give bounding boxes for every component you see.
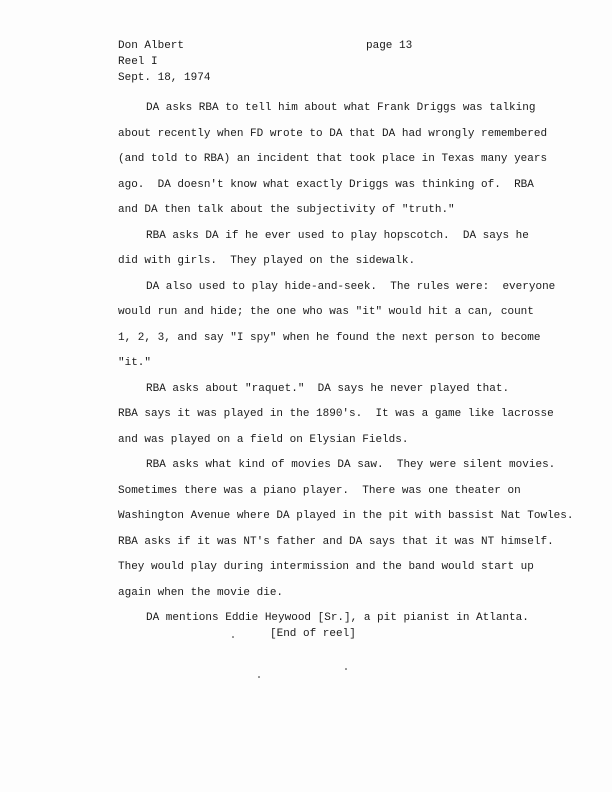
- text-line: did with girls. They played on the sidewalk.: [118, 255, 416, 267]
- header-name: Don Albert: [118, 40, 185, 52]
- header-reel: Reel I: [118, 56, 158, 68]
- page-number: page 13: [366, 40, 413, 52]
- text-line: and DA then talk about the subjectivity of "truth.": [118, 204, 455, 216]
- text-line: Sometimes there was a piano player. There was one theater on: [118, 484, 521, 497]
- transcript-header: [118, 38, 210, 86]
- text-line: RBA says it was played in the 1890's. It was a game like lacrosse: [118, 408, 554, 420]
- text-line: ago. DA doesn't know what exactly Driggs was thinking of. RBA: [118, 178, 534, 191]
- text-line: They would play during intermission and the band would start up: [118, 561, 534, 573]
- text-line: RBA asks about "raquet." DA says he never played that.: [146, 382, 510, 395]
- text-line: about recently when FD wrote to DA that DA had wrongly remembered: [118, 127, 548, 140]
- text-line: DA also used to play hide-and-seek. The rules were: everyone: [146, 280, 556, 293]
- text-line: DA mentions Eddie Heywood [Sr.], a pit pianist in Atlanta.: [146, 612, 529, 624]
- scan-speck: [258, 676, 260, 678]
- text-line: RBA asks DA if he ever used to play hopscotch. DA says he: [146, 229, 529, 242]
- transcript-body: [118, 96, 574, 632]
- header-date: Sept. 18, 1974: [118, 72, 211, 84]
- text-line: RBA asks if it was NT's father and DA says that it was NT himself.: [118, 535, 554, 548]
- scan-speck: [345, 668, 347, 670]
- text-line: would run and hide; the one who was "it" would hit a can, count: [118, 306, 534, 318]
- text-line: 1, 2, 3, and say "I spy" when he found the next person to become: [118, 331, 541, 344]
- scan-speck: [232, 636, 234, 638]
- end-of-reel-label: [End of reel]: [270, 628, 356, 640]
- text-line: RBA asks what kind of movies DA saw. They were silent movies.: [146, 459, 556, 471]
- text-line: again when the movie die.: [118, 586, 284, 599]
- text-line: Washington Avenue where DA played in the pit with bassist Nat Towles.: [118, 510, 574, 522]
- text-line: and was played on a field on Elysian Fields.: [118, 433, 409, 446]
- text-line: (and told to RBA) an incident that took place in Texas many years: [118, 153, 548, 165]
- text-line: "it.": [118, 357, 152, 369]
- text-line: DA asks RBA to tell him about what Frank Driggs was talking: [146, 102, 536, 114]
